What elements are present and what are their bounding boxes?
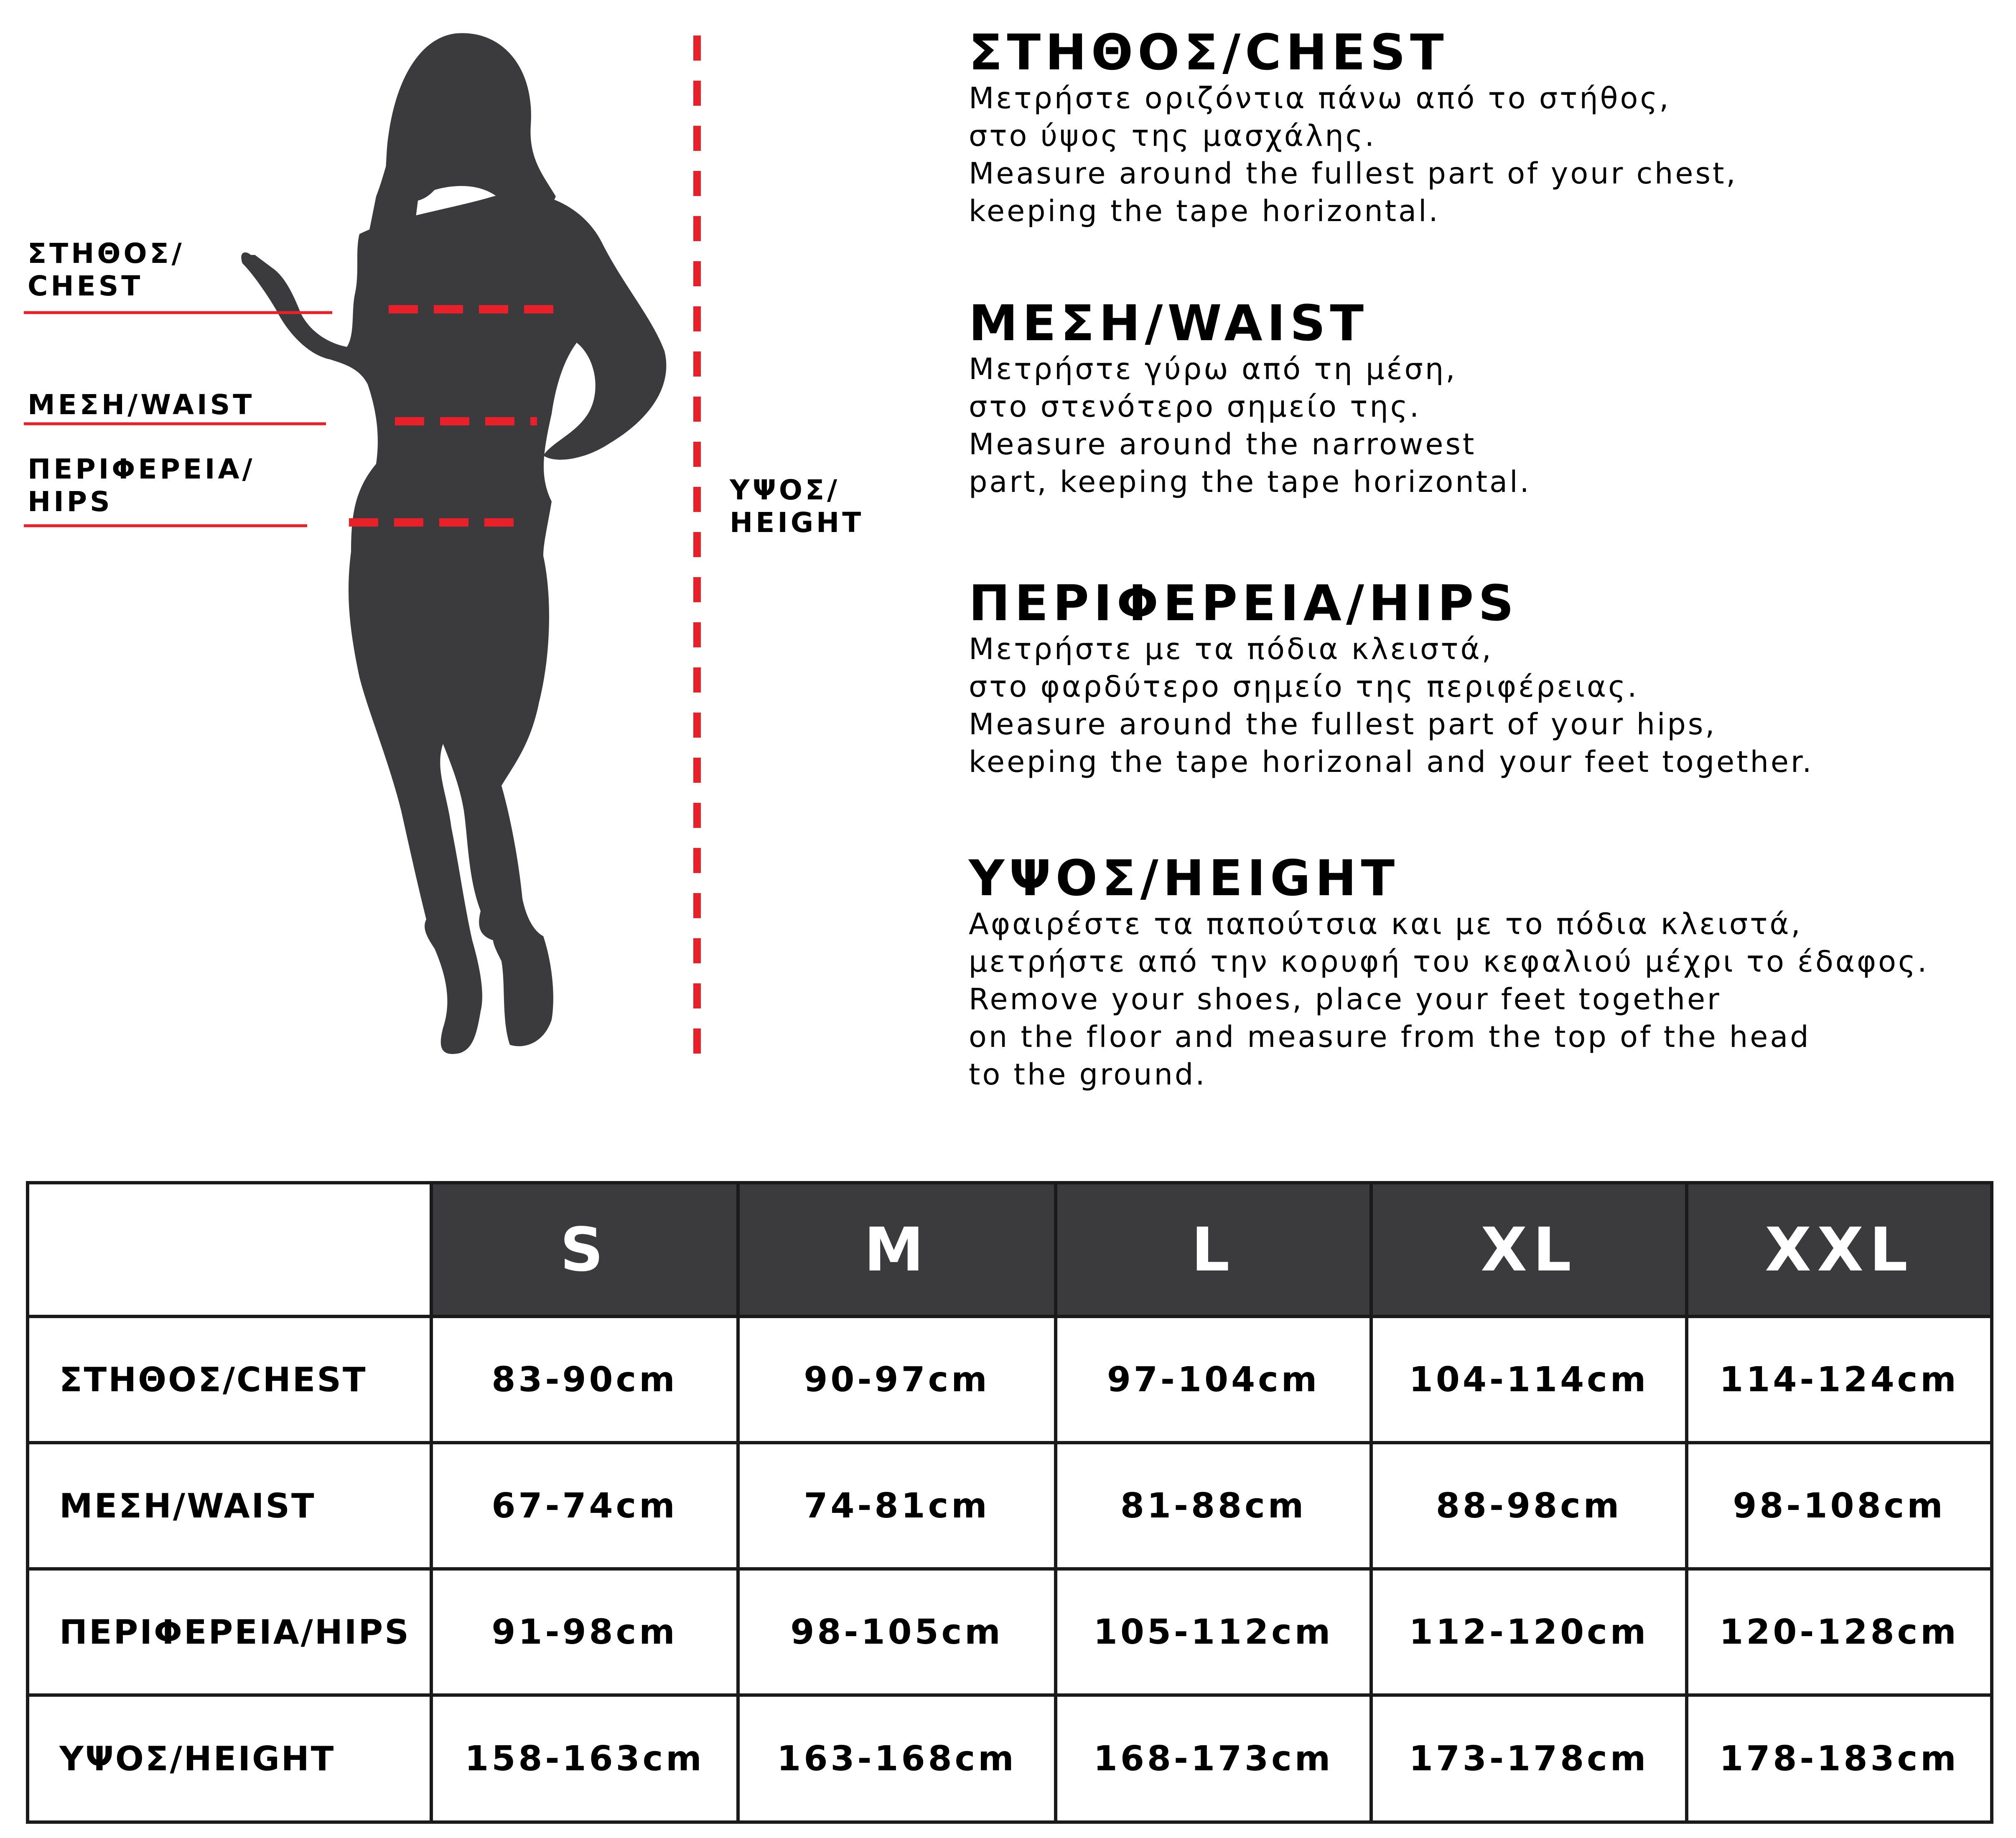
table-row [28, 1569, 1992, 1695]
size-header-xl: XL [1371, 1183, 1687, 1316]
instruction-line: στο ύψος της μασχάλης. [969, 119, 1377, 153]
instruction-line: στο στενότερο σημείο της. [969, 389, 1421, 424]
instruction-line: Μετρήστε με τα πόδια κλειστά, [969, 632, 1493, 666]
waist-instructions [969, 296, 1531, 501]
instruction-line: Μετρήστε οριζόντια πάνω από το στήθος, [969, 81, 1671, 115]
waist-label: ΜΕΣΗ/WAIST [28, 389, 255, 421]
table-cell: 91-98cm [431, 1569, 738, 1695]
chest-title: ΣΤΗΘΟΣ/CHEST [969, 23, 1448, 81]
instruction-line: to the ground. [969, 1057, 1207, 1092]
table-cell: 97-104cm [1056, 1316, 1371, 1443]
table-cell: 98-105cm [738, 1569, 1056, 1695]
table-row [28, 1695, 1992, 1822]
table-cell: 104-114cm [1371, 1316, 1687, 1443]
table-cell: 173-178cm [1371, 1695, 1687, 1822]
table-cell: 163-168cm [738, 1695, 1056, 1822]
table-cell: 74-81cm [738, 1443, 1056, 1569]
size-guide-figure [0, 0, 878, 1087]
row-label-chest: ΣΤΗΘΟΣ/CHEST [28, 1316, 431, 1443]
woman-silhouette-icon [241, 33, 666, 1054]
size-header-m: M [738, 1183, 1056, 1316]
table-cell: 105-112cm [1056, 1569, 1371, 1695]
height-label: ΥΨΟΣ/ HEIGHT [730, 474, 864, 539]
size-header-xxl: XXL [1687, 1183, 1992, 1316]
table-cell: 158-163cm [431, 1695, 738, 1822]
table-cell: 67-74cm [431, 1443, 738, 1569]
instruction-line: part, keeping the tape horizontal. [969, 465, 1531, 499]
table-cell: 81-88cm [1056, 1443, 1371, 1569]
height-title: ΥΨΟΣ/HEIGHT [969, 849, 1400, 907]
table-row [28, 1443, 1992, 1569]
table-cell: 98-108cm [1687, 1443, 1992, 1569]
instruction-line: Μετρήστε γύρω από τη μέση, [969, 352, 1457, 386]
instruction-line: Measure around the fullest part of your chest, [969, 156, 1738, 191]
row-label-height: ΥΨΟΣ/HEIGHT [28, 1695, 431, 1822]
table-cell: 83-90cm [431, 1316, 738, 1443]
instruction-line: Remove your shoes, place your feet together [969, 982, 1721, 1016]
table-cell: 114-124cm [1687, 1316, 1992, 1443]
instruction-line: Αφαιρέστε τα παπούτσια και με το πόδια κλειστά, [969, 907, 1802, 941]
hips-instructions [969, 576, 1814, 781]
row-label-waist: ΜΕΣΗ/WAIST [28, 1443, 431, 1569]
instruction-line: Measure around the narrowest [969, 427, 1476, 461]
waist-title: ΜΕΣΗ/WAIST [969, 294, 1369, 352]
chest-label: ΣΤΗΘΟΣ/ CHEST [28, 237, 185, 302]
row-label-hips: ΠΕΡΙΦΕΡΕΙΑ/HIPS [28, 1569, 431, 1695]
table-cell: 88-98cm [1371, 1443, 1687, 1569]
table-row [28, 1316, 1992, 1443]
size-chart-table [26, 1181, 1993, 1824]
table-cell: 168-173cm [1056, 1695, 1371, 1822]
size-header-l: L [1056, 1183, 1371, 1316]
table-cell: 112-120cm [1371, 1569, 1687, 1695]
table-header-row [28, 1183, 1992, 1316]
hips-title: ΠΕΡΙΦΕΡΕΙΑ/HIPS [969, 574, 1519, 632]
hips-label: ΠΕΡΙΦΕΡΕΙΑ/ HIPS [28, 453, 255, 518]
size-header-s: S [431, 1183, 738, 1316]
height-instructions [969, 851, 1929, 1093]
table-cell: 178-183cm [1687, 1695, 1992, 1822]
instruction-line: on the floor and measure from the top of the head [969, 1020, 1811, 1054]
table-corner-cell [28, 1183, 431, 1316]
chest-instructions [969, 25, 1738, 230]
table-cell: 120-128cm [1687, 1569, 1992, 1695]
instruction-line: keeping the tape horizonal and your feet together. [969, 745, 1814, 779]
instruction-line: μετρήστε από την κορυφή του κεφαλιού μέχρι το έδαφος. [969, 944, 1929, 979]
instruction-line: keeping the tape horizontal. [969, 194, 1440, 228]
instruction-line: Measure around the fullest part of your hips, [969, 707, 1717, 741]
instruction-line: στο φαρδύτερο σημείο της περιφέρειας. [969, 670, 1639, 704]
table-cell: 90-97cm [738, 1316, 1056, 1443]
